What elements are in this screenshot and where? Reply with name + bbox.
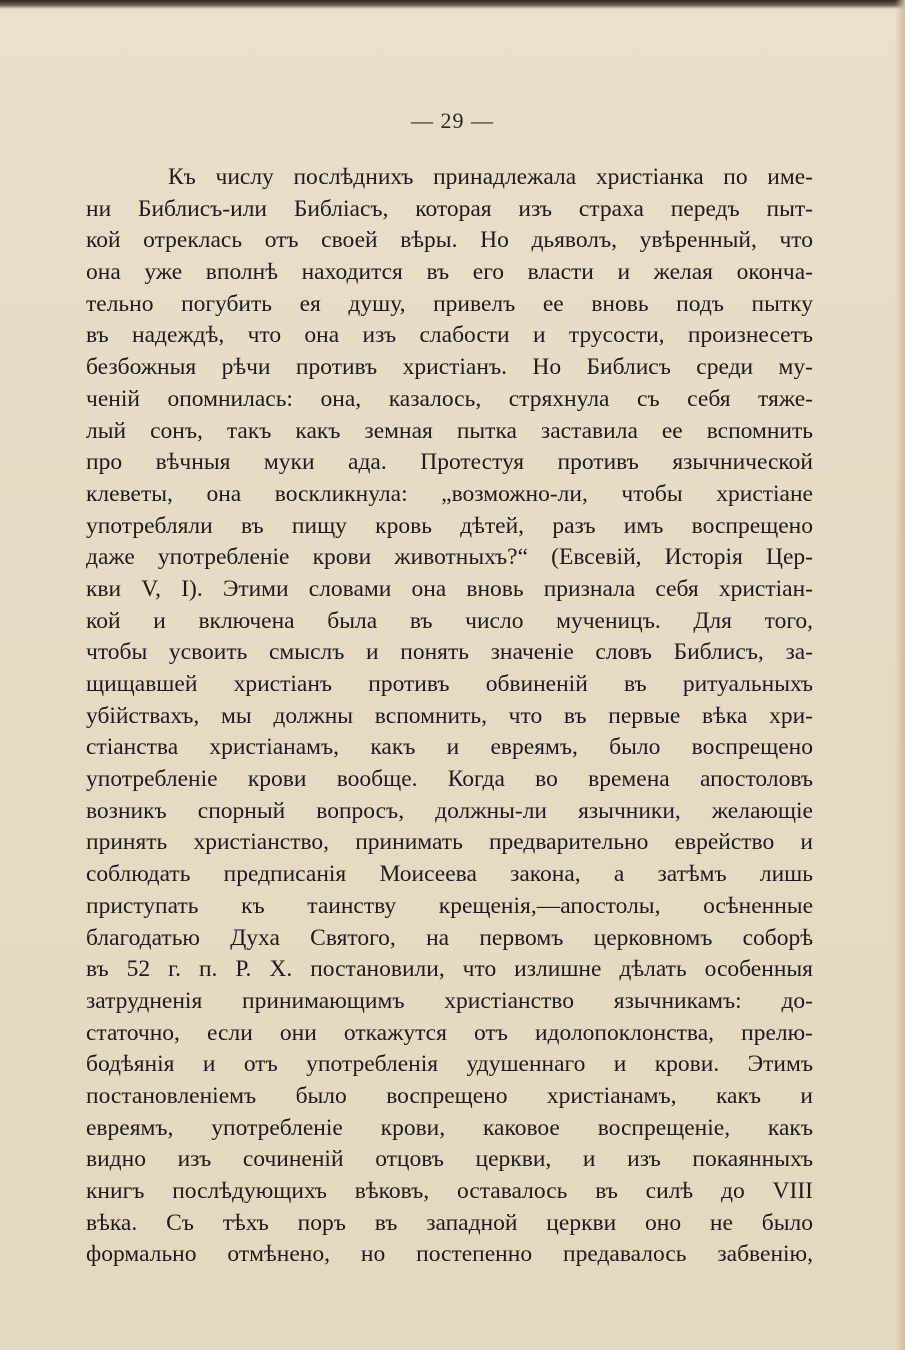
text-line: употребляли въ пищу кровь дѣтей, разъ имъ воспрещено [86, 512, 813, 539]
text-line: благодатью Духа Святого, на первомъ церковномъ соборѣ [86, 924, 813, 951]
text-line: бодѣянія и отъ употребленія удушеннаго и крови. Этимъ [86, 1051, 813, 1078]
text-line: ченій опомнилась: она, казалось, стряхнула съ себя тяже- [86, 385, 813, 412]
text-line: книгъ послѣдующихъ вѣковъ, оставалось въ силѣ до VIII [86, 1178, 813, 1204]
text-line: принять христіанство, принимать предварительно еврейство и [86, 829, 813, 856]
text-line: постановленіемъ было воспрещено христіанамъ, какъ и [86, 1082, 813, 1109]
text-line: возникъ спорный вопросъ, должны-ли язычники, желающіе [86, 797, 813, 824]
text-line: про вѣчныя муки ада. Протестуя противъ язычнической [86, 449, 813, 476]
text-line: формально отмѣнено, но постепенно предавалось забвенію, [86, 1241, 813, 1268]
text-line: чтобы усвоить смыслъ и понять значеніе словъ Библисъ, за- [86, 639, 813, 666]
text-line: убійствахъ, мы должны вспомнить, что въ первые вѣка хри- [86, 702, 813, 729]
page-number: — 29 — [411, 108, 494, 133]
page-top-edge [0, 0, 905, 9]
text-line: стіанства христіанамъ, какъ и евреямъ, было воспрещено [86, 734, 813, 761]
text-line: вѣка. Съ тѣхъ поръ въ западной церкви оно не было [86, 1209, 813, 1236]
page-right-edge [895, 0, 905, 1350]
text-line: лый сонъ, такъ какъ земная пытка заставила ее вспомнить [86, 417, 813, 444]
text-line: затрудненія принимающимъ христіанство язычникамъ: до- [86, 987, 813, 1014]
text-line: безбожныя рѣчи противъ христіанъ. Но Библисъ среди му- [86, 354, 813, 381]
text-line: кой отреклась отъ своей вѣры. Но дьяволъ, увѣренный, что [86, 227, 813, 254]
text-line: Къ числу послѣднихъ принадлежала христіанка по име- [168, 164, 813, 190]
text-line: кви V, I). Этими словами она вновь признала себя христіан- [86, 575, 813, 602]
text-line: употребленіе крови вообще. Когда во времена апостоловъ [86, 766, 813, 793]
text-line: кой и включена была въ число мученицъ. Для того, [86, 607, 813, 634]
text-line: даже употребленіе крови животныхъ?“ (Евсевій, Исторія Цер- [86, 544, 813, 571]
text-line: въ 52 г. п. Р. Х. постановили, что излишне дѣлать особенныя [86, 956, 813, 983]
text-line: соблюдать предписанія Моисеева закона, а затѣмъ лишь [86, 861, 813, 888]
text-line: въ надеждѣ, что она изъ слабости и трусости, произнесетъ [86, 322, 813, 349]
text-line: щищавшей христіанъ противъ обвиненій въ ритуальныхъ [86, 671, 813, 697]
text-line: приступать къ таинству крещенія,—апостолы, осѣненные [86, 892, 813, 919]
text-line: видно изъ сочиненій отцовъ церкви, и изъ покаянныхъ [86, 1146, 813, 1173]
text-line: ни Библисъ-или Библіасъ, которая изъ страха передъ пыт- [86, 195, 813, 222]
text-line: статочно, если они откажутся отъ идолопоклонства, прелю- [86, 1019, 813, 1046]
body-text [86, 162, 813, 1271]
text-line: клеветы, она воскликнула: „возможно-ли, чтобы христіане [86, 480, 813, 507]
text-line: евреямъ, употребленіе крови, каковое воспрещеніе, какъ [86, 1114, 813, 1141]
text-line: она уже вполнѣ находится въ его власти и желая оконча- [86, 259, 813, 286]
text-line: тельно погубить ея душу, привелъ ее вновь подъ пытку [86, 290, 813, 317]
